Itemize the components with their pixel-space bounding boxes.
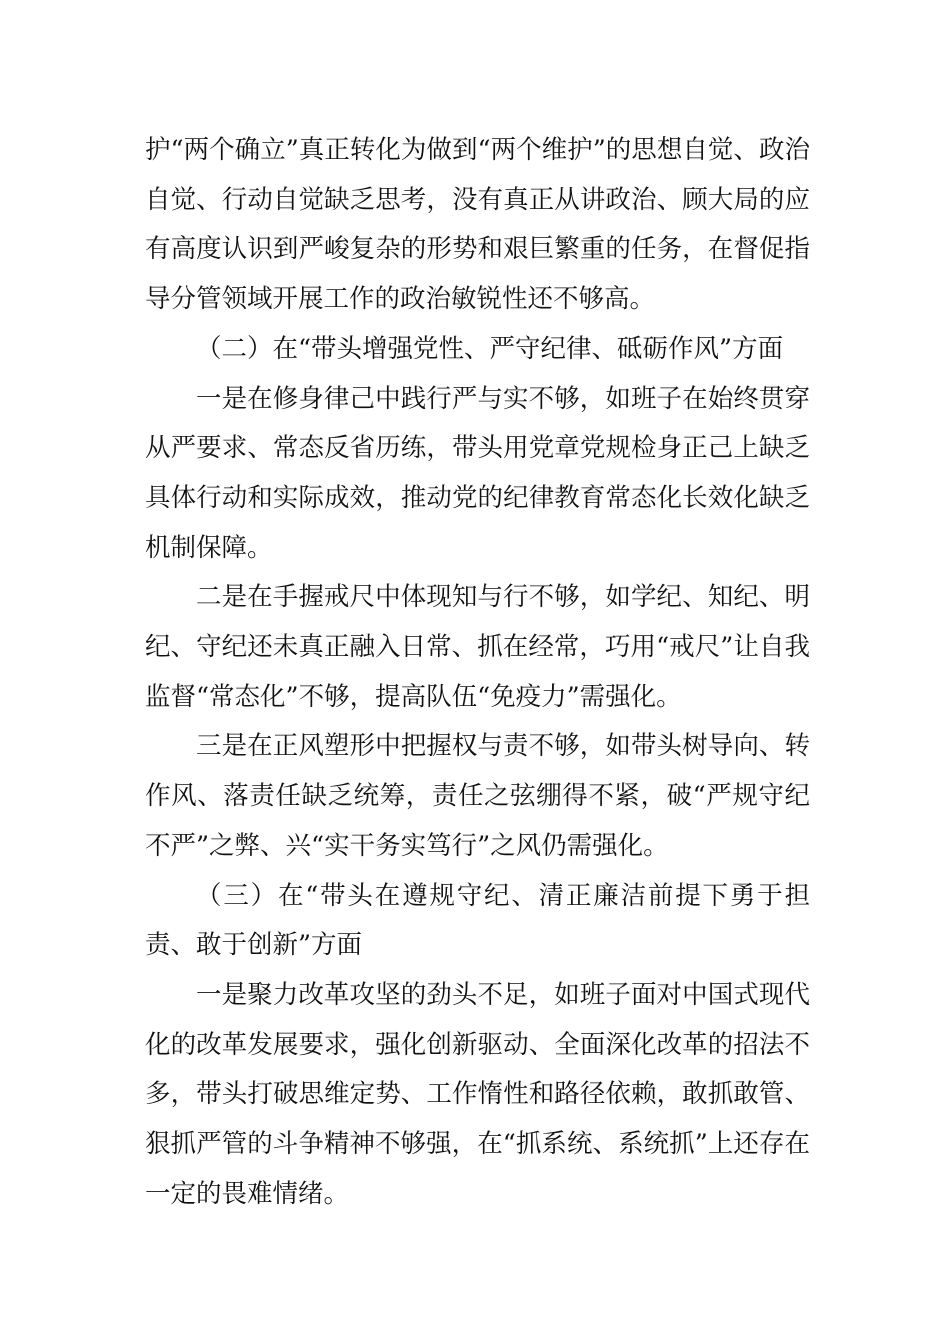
document-body <box>145 126 810 1219</box>
section-heading-2: （二）在“带头增强党性、严守纪律、砥砺作风”方面 <box>196 333 784 364</box>
paragraph-continued: 护“两个确立”真正转化为做到“两个维护”的思想自觉、政治自觉、行动自觉缺乏思考，没有真正从讲政治、顾大局的应有高度认识到严峻复杂的形势和艰巨繁重的任务，在督促指导分管领域开展工作的政治敏锐性还不够高。 <box>145 135 810 315</box>
paragraph-item-3: 三是在正风塑形中把握权与责不够，如带头树导向、转作风、落责任缺乏统筹，责任之弦绷得不紧，破“严规守纪不严”之弊、兴“实干务实笃行”之风仍需强化。 <box>145 731 810 861</box>
paragraph-item-2: 二是在手握戒尺中体现知与行不够，如学纪、知纪、明纪、守纪还未真正融入日常、抓在经常，巧用“戒尺”让自我监督“常态化”不够，提高队伍“免疫力”需强化。 <box>145 582 810 712</box>
section-heading-3: （三）在“带头在遵规守纪、清正廉洁前提下勇于担责、敢于创新”方面 <box>145 880 810 961</box>
paragraph-item-1: 一是在修身律己中践行严与实不够，如班子在始终贯穿从严要求、常态反省历练，带头用党章党规检身正己上缺乏具体行动和实际成效，推动党的纪律教育常态化长效化缺乏机制保障。 <box>145 383 810 563</box>
paragraph-item-4: 一是聚力改革攻坚的劲头不足，如班子面对中国式现代化的改革发展要求，强化创新驱动、全面深化改革的招法不多，带头打破思维定势、工作惰性和路径依赖，敢抓敢管、狠抓严管的斗争精神不够强，在“抓系统、系统抓”上还存在一定的畏难情绪。 <box>145 979 810 1209</box>
